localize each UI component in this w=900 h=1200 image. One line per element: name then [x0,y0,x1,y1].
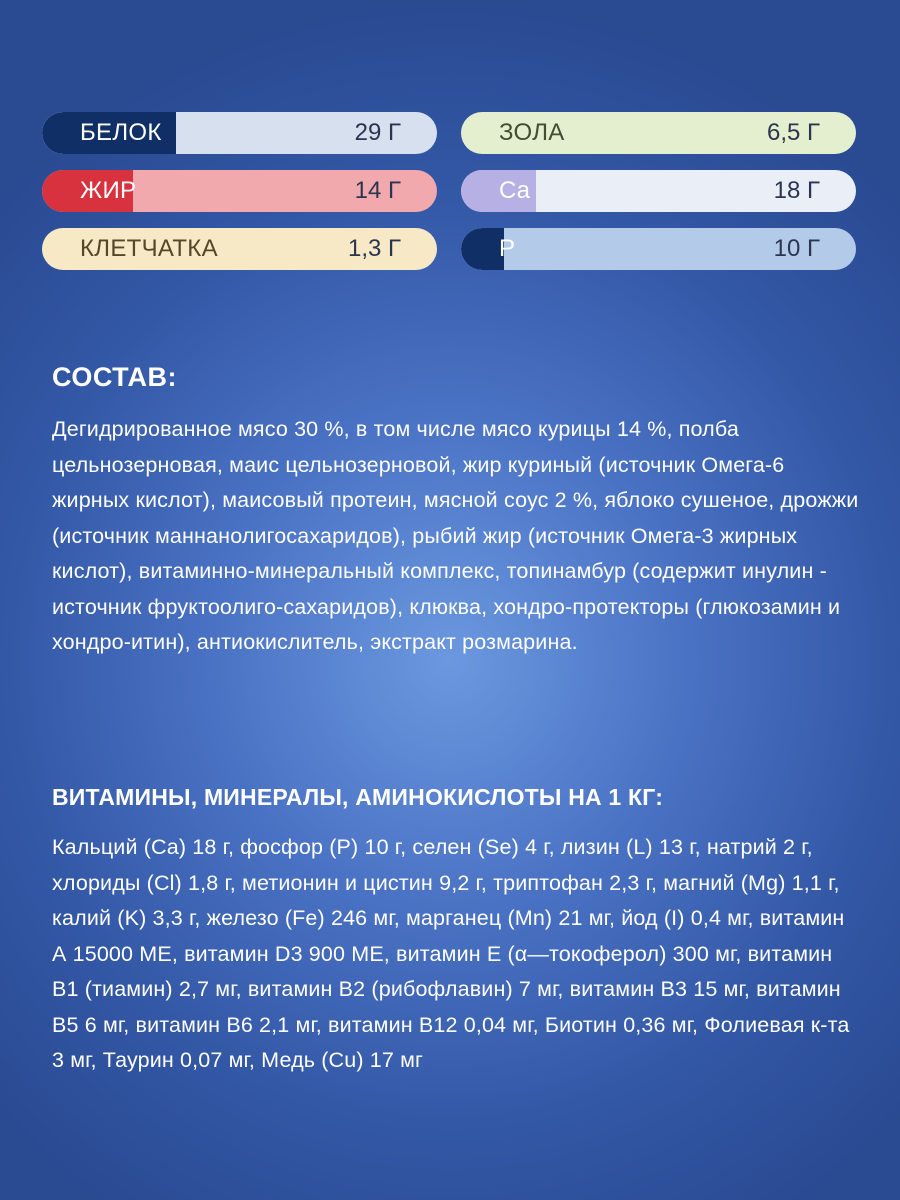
composition-title: СОСТАВ: [52,362,177,392]
nutrient-label: БЕЛОК [80,119,162,146]
composition-text: Дегидрированное мясо 30 %, в том числе мясо курицы 14 %, полба цельнозерновая, маис цельнозерновой, жир куриный (источник Омега-6 жирных кислот), маисовый протеин, мясной соус 2 %, яблоко сушеное, дрожжи (источник маннанолигосахаридов), рыбий жир (источник Омега-3 жирных кислот), витаминно-минеральный комплекс, топинамбур (содержит инулин - источник фруктоолиго-сахаридов), клюква, хондро-протекторы (глюкозамин и хондро-итин), антиокислитель, экстракт розмарина. [52,417,859,654]
nutrient-value: 10 Г [773,235,820,262]
nutrient-fill-bar [461,228,504,270]
nutrient-label: P [499,235,516,262]
nutrient-pill-protein [42,112,437,154]
nutrient-pill-ash [461,112,856,154]
nutrient-label: КЛЕТЧАТКА [80,235,218,262]
nutrient-value: 18 Г [773,177,820,204]
nutrient-value: 6,5 Г [766,119,820,146]
nutrient-label: Ca [499,177,531,204]
vitamins-title: ВИТАМИНЫ, МИНЕРАЛЫ, АМИНОКИСЛОТЫ НА 1 КГ: [52,784,664,810]
nutrient-pill-fat [42,170,437,212]
vitamins-text: Кальций (Ca) 18 г, фосфор (P) 10 г, селен (Se) 4 г, лизин (L) 13 г, натрий 2 г, хлориды (Cl) 1,8 г, метионин и цистин 9,2 г, триптофан 2,3 г, магний (Mg) 1,1 г, калий (K) 3,3 г, железо (Fe) 246 мг, марганец (Mn) 21 мг, йод (I) 0,4 мг, витамин А 15000 МЕ, витамин D3 900 МЕ, витамин Е (α—токоферол) 300 мг, витамин В1 (тиамин) 2,7 мг, витамин В2 (рибофлавин) 7 мг, витамин В3 15 мг, витамин В5 6 мг, витамин В6 2,1 мг, витамин В12 0,04 мг, Биотин 0,36 мг, Фолиевая к-та 3 мг, Таурин 0,07 мг, Медь (Cu) 17 мг [52,835,850,1072]
nutrient-label: ЗОЛА [499,119,565,146]
nutrient-label: ЖИР [80,177,137,204]
nutrient-value: 14 Г [354,177,401,204]
nutrient-pill-calcium [461,170,856,212]
nutrient-value: 29 Г [354,119,401,146]
nutrient-value: 1,3 Г [347,235,401,262]
nutrient-pill-phosphorus [461,228,856,270]
nutrient-grid [42,112,857,270]
nutrient-pill-fiber [42,228,437,270]
